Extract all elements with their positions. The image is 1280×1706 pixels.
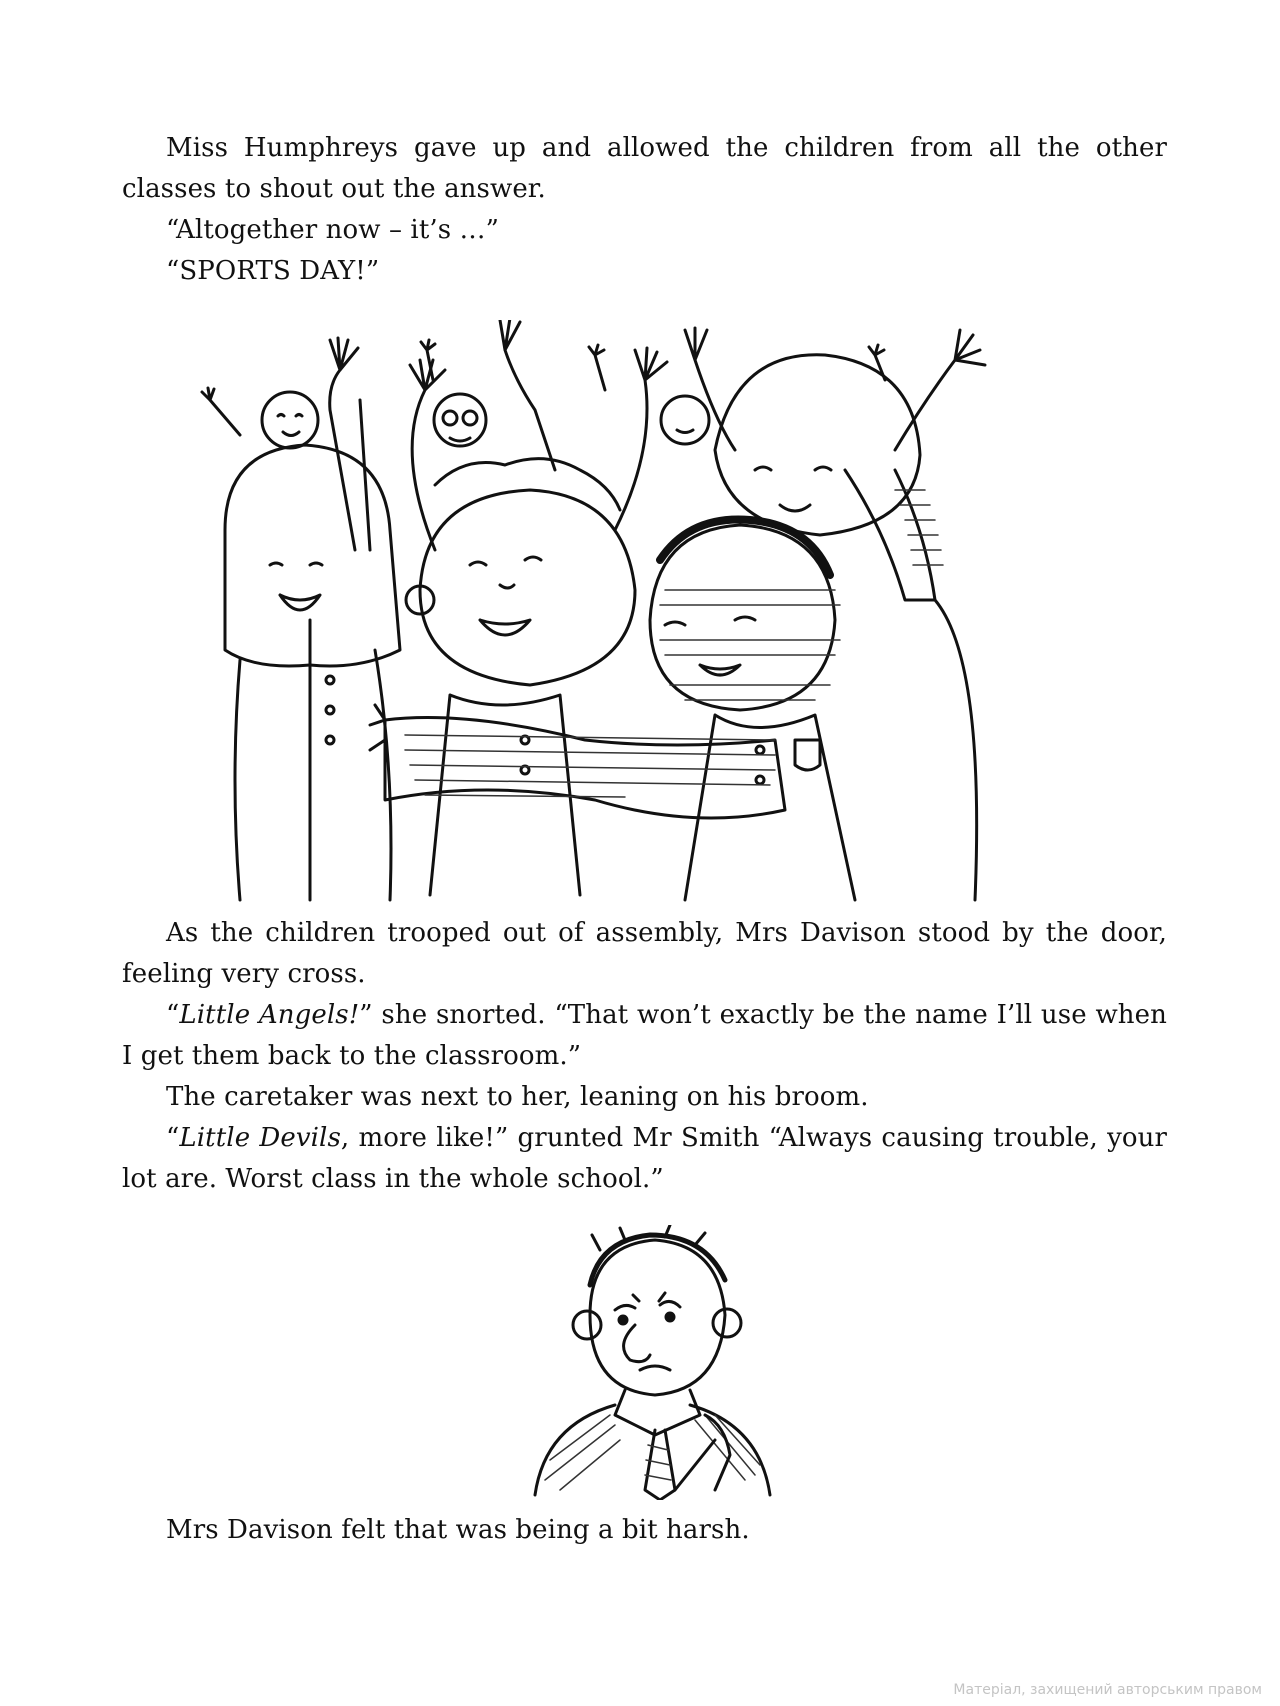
grumpy-caretaker-illustration	[515, 1225, 790, 1500]
paragraph: “Altogether now – it’s …”	[166, 215, 500, 245]
paragraph: Mrs Davison felt that was being a bit harsh.	[166, 1515, 750, 1545]
paragraph-text: ” she snorted. “That won’t exactly be the name I’ll use when I get them back to the classroom.”	[122, 1000, 1167, 1071]
paragraph: Miss Humphreys gave up and allowed the children from all the other classes to shout out the answer.	[122, 133, 1167, 204]
text-block-top	[122, 128, 1167, 292]
emphasis: Little Devils	[179, 1123, 341, 1153]
paragraph	[122, 1118, 1167, 1200]
copyright-watermark: Матеріал, захищений авторським правом	[953, 1682, 1262, 1698]
emphasis: Little Angels!	[179, 1000, 360, 1030]
paragraph: As the children trooped out of assembly, Mrs Davison stood by the door, feeling very cross.	[122, 918, 1167, 989]
open-quote: “	[166, 1123, 180, 1153]
cheering-children-illustration	[195, 320, 1095, 905]
paragraph	[122, 995, 1167, 1077]
text-block-middle	[122, 913, 1167, 1200]
open-quote: “	[166, 1000, 180, 1030]
paragraph: The caretaker was next to her, leaning on his broom.	[166, 1082, 869, 1112]
text-block-end	[122, 1510, 1167, 1551]
paragraph: “SPORTS DAY!”	[166, 256, 380, 286]
paragraph-text: , more like!” grunted Mr Smith “Always causing trouble, your lot are. Worst class in the whole school.”	[122, 1123, 1167, 1194]
